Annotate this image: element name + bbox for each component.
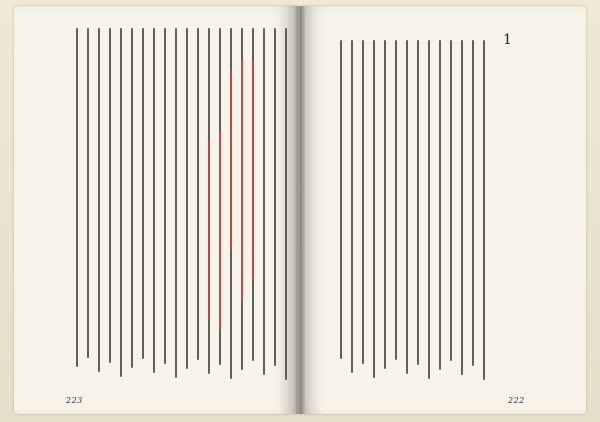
left-text-column (142, 28, 144, 359)
right-text-column (428, 40, 430, 379)
right-text-column (417, 40, 419, 365)
right-text-column (483, 40, 485, 380)
right-text-column (461, 40, 463, 375)
right-text-column (373, 40, 375, 378)
right-text-column (472, 40, 474, 366)
right-text-column (340, 40, 342, 359)
left-text-column (76, 28, 78, 367)
left-text-column (131, 28, 133, 368)
annotation-mark (208, 140, 210, 320)
left-text-column (87, 28, 89, 358)
right-text-column (450, 40, 452, 361)
right-text-column (439, 40, 441, 370)
left-text-column (98, 28, 100, 372)
right-text-column (362, 40, 364, 364)
left-text-column (153, 28, 155, 373)
left-text-column (109, 28, 111, 363)
left-text-column (164, 28, 166, 364)
right-page-number: 222 (508, 396, 525, 405)
right-text-column (406, 40, 408, 374)
left-text-column (274, 28, 276, 366)
left-page-number: 223 (66, 396, 83, 405)
book-gutter (295, 6, 305, 414)
right-text-column (384, 40, 386, 369)
left-text-column (263, 28, 265, 375)
left-text-column (197, 28, 199, 360)
annotation-mark (230, 70, 232, 250)
left-page (14, 6, 298, 414)
right-text-column (351, 40, 353, 373)
chapter-number: 1 (503, 32, 512, 48)
annotation-mark (219, 130, 221, 330)
right-page (300, 6, 586, 414)
left-text-column (175, 28, 177, 378)
left-text-column (120, 28, 122, 377)
annotation-mark (241, 60, 243, 300)
right-text-column (395, 40, 397, 360)
annotation-mark (252, 60, 254, 280)
left-text-column (186, 28, 188, 369)
left-text-column (285, 28, 287, 380)
